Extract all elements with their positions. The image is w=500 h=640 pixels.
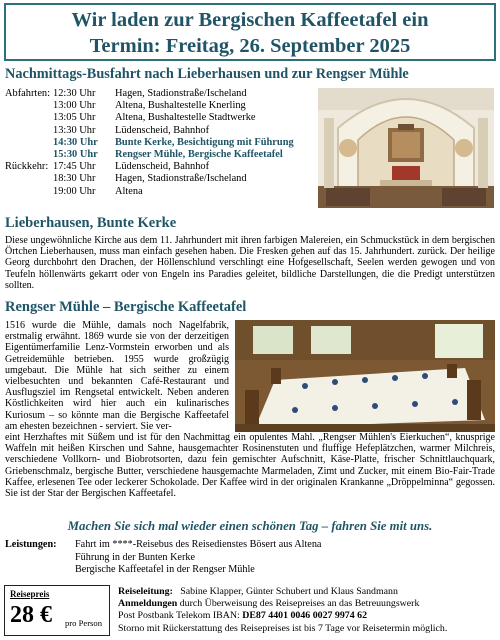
schedule-place: Altena, Bushaltestelle Stadtwerke (115, 112, 256, 124)
mill-text-a: 1516 wurde die Mühle, damals noch Nagelfabrik, erstmalig erwähnt. 1869 wurde sie von der derzeitigen Eigentümerfamilie Lenz-Vormstein erworben und als Getreidemühle betrieben. 1955 wurde großzügig umgebaut. Die Mühle hat sich seither zu einem vielbesuchten und bekannten Café-Restaurant und Ausflugsziel im Rengsetal entwickelt. Neben anderen Köstlichkeiten wird hier auch ein kulinarisches Kuriosum – so könnte man die Bergische Kaffeetafel am ehesten bezeichnen - serviert. Sie ver- (5, 320, 229, 432)
schedule-row (5, 186, 315, 198)
storno-line: Storno mit Rückerstattung des Reisepreises ist bis 7 Tage vor Reisetermin möglich. (118, 622, 448, 634)
leitung-value: Sabine Klapper, Günter Schubert und Klaus Sandmann (180, 586, 398, 597)
footer (118, 586, 498, 635)
title-box (4, 3, 496, 61)
schedule-row (5, 161, 315, 173)
schedule-time: 14:30 Uhr (53, 136, 98, 148)
schedule-row (5, 100, 315, 112)
schedule-time: 12:30 Uhr (53, 88, 96, 99)
schedule-place: Hagen, Stadionstraße/Ischeland (115, 173, 247, 185)
church-text: Diese ungewöhnliche Kirche aus dem 11. Jahrhundert mit ihren farbigen Malereien, ein Schmuckstück in dem bergischen Örtchen Lieberhausen, muss man einfach gesehen haben. Die Fresken gehen auf das 15. Jahrhundert. zurück. Der heilige Georg durchbohrt den Drachen, der Höllenschlund verschlingt eine Hofgesellschaft, Seelen werden gewogen und von Teufeln höllenwärts gekarrt oder von Engeln ins Paradies geleitet, bildliche Darstellungen, die die Predigt unterstützen sollten. (5, 235, 495, 291)
footer-bank-line (118, 610, 498, 622)
service-item: Bergische Kaffeetafel in der Rengser Mühle (75, 564, 255, 576)
schedule-row (5, 137, 315, 149)
anmeldung-label: Anmeldungen (118, 598, 178, 610)
schedule-place: Altena (115, 185, 143, 197)
price-unit: pro Person (65, 618, 102, 628)
service-item: Führung in der Bunten Kerke (75, 551, 195, 563)
schedule-time: 18:30 Uhr (53, 173, 96, 185)
schedule-time: 13:30 Uhr (53, 124, 96, 136)
schedule-time: 17:45 Uhr (53, 161, 96, 173)
bank-prefix: Post Postbank Telekom IBAN: (118, 610, 240, 622)
church-heading: Lieberhausen, Bunte Kerke (5, 215, 177, 231)
schedule-place: Hagen, Stadionstraße/Ischeland (115, 88, 247, 99)
price-value: 28 € (10, 602, 52, 628)
restaurant-interior-photo (235, 320, 495, 432)
footer-anmeldung-line (118, 598, 498, 610)
schedule-row (5, 88, 315, 100)
price-label: Reisepreis (10, 589, 50, 599)
schedule-place: Altena, Bushaltestelle Knerling (115, 100, 246, 112)
trip-subtitle: Nachmittags-Busfahrt nach Lieberhausen und zur Rengser Mühle (5, 66, 409, 82)
services-label: Leistungen: (5, 539, 57, 550)
schedule-time: 13:05 Uhr (53, 112, 96, 124)
schedule (5, 88, 315, 198)
schedule-row (5, 149, 315, 161)
schedule-row (5, 173, 315, 185)
schedule-place: Lüdenscheid, Bahnhof (115, 161, 210, 173)
schedule-place: Lüdenscheid, Bahnhof (115, 124, 210, 136)
slogan: Machen Sie sich mal wieder einen schönen Tag – fahren Sie mit uns. (67, 519, 433, 533)
title-line-2: Termin: Freitag, 26. September 2025 (89, 35, 411, 57)
price-box (4, 585, 110, 636)
service-item: Fahrt im ****-Reisebus des Reisedienstes Bösert aus Altena (75, 539, 322, 550)
footer-leitung-line (118, 586, 498, 598)
anmeldung-value: durch Überweisung des Reisepreises an das Betreuungswerk (179, 598, 420, 610)
mill-text-b: eint Herzhaftes mit Süßem und ist für den Nachmittag ein opulentes Mahl. „Rengser Mühlen's Eierkuchen“, knusprige Waffeln mit heißen Kirschen und Sahne, hausgemachter Rosinenstuten und fluffige Hefeplätzchen, warmer Milchreis, verschiedene Vollkorn- und Biobrotsorten, dazu fein gemischter Aufschnitt, Käse-Platte, frischer Schnittlauchquark, Griebenschmalz, bergische Butter, verschiedene hausgemachte Marmeladen, Zimt und Zucker, mit einem Bio-Fair-Trade Kaffee, erlesenen Tee oder leckerer Schokolade. Der Kaffee wird in der originalen Krankanne „Dröppelminna“ gegossen. Sie ist der Star der Bergischen Kaffeetafel. (5, 432, 495, 500)
schedule-time: 19:00 Uhr (53, 185, 96, 197)
schedule-time: 13:00 Uhr (53, 100, 96, 112)
departures-label: Abfahrten: (5, 88, 51, 99)
title-line-1: Wir laden zur Bergischen Kaffeetafel ein (71, 9, 429, 31)
schedule-time: 15:30 Uhr (53, 148, 98, 160)
schedule-row (5, 112, 315, 124)
schedule-place: Bunte Kerke, Besichtigung mit Führung (115, 136, 294, 148)
mill-heading: Rengser Mühle – Bergische Kaffeetafel (5, 299, 247, 315)
return-label: Rückkehr: (5, 161, 49, 173)
leitung-label: Reiseleitung: (118, 586, 173, 597)
church-interior-photo (318, 88, 494, 208)
schedule-row (5, 125, 315, 137)
schedule-place: Rengser Mühle, Bergische Kaffeetafel (115, 148, 283, 160)
iban: DE87 4401 0046 0027 9974 62 (242, 610, 368, 622)
services-list (75, 539, 405, 577)
